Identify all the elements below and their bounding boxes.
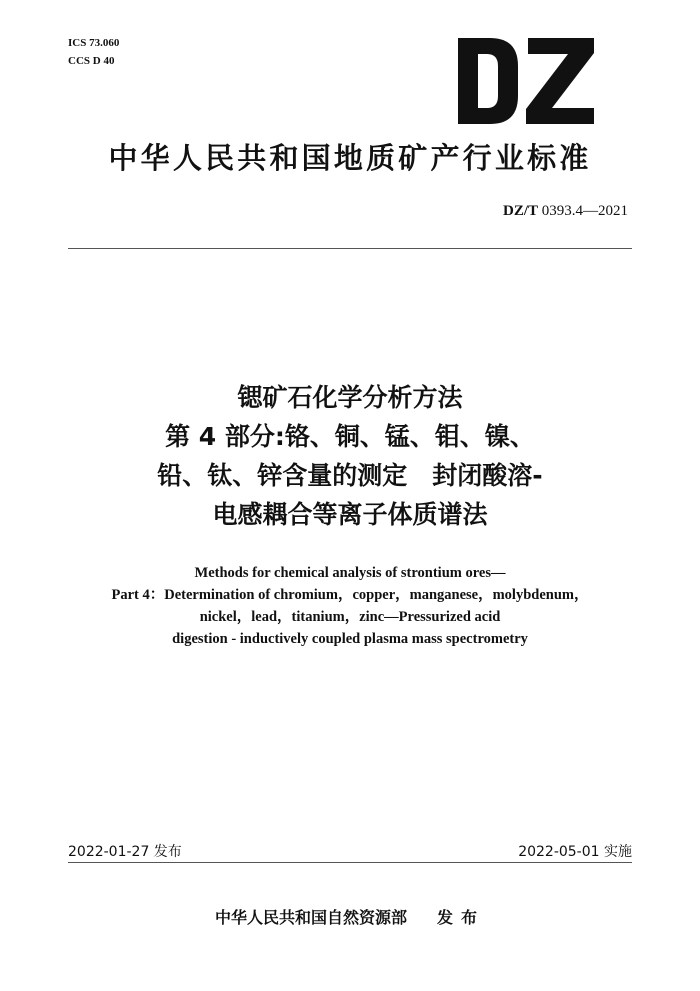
english-title bbox=[0, 562, 700, 650]
chinese-title-line-1: 锶矿石化学分析方法 bbox=[237, 383, 463, 412]
implementation-date: 2022-05-01 实施 bbox=[518, 844, 632, 860]
dz-logo-letter-z bbox=[526, 38, 594, 124]
english-title-line-3: nickel，lead，titanium，zinc—Pressurized acid bbox=[199, 609, 501, 625]
chinese-title bbox=[0, 378, 700, 534]
standard-number bbox=[503, 203, 628, 220]
standard-number-prefix: DZ/T bbox=[502, 203, 538, 219]
dz-logo bbox=[456, 36, 596, 126]
issuing-body-title: 中华人民共和国地质矿产行业标准 bbox=[108, 141, 592, 175]
classification-codes bbox=[68, 34, 119, 70]
ccs-code: CCS D 40 bbox=[68, 55, 115, 67]
issue-date: 2022-01-27 发布 bbox=[68, 844, 182, 860]
issuer bbox=[0, 905, 700, 928]
dz-logo-letter-d bbox=[458, 38, 518, 124]
header-divider bbox=[68, 248, 632, 249]
english-title-line-2: Part 4：Determination of chromium，copper，manganese，molybdenum， bbox=[111, 587, 589, 603]
standard-number-value: 0393.4—2021 bbox=[541, 203, 628, 219]
chinese-title-line-4: 电感耦合等离子体质谱法 bbox=[212, 500, 488, 529]
chinese-title-line-3: 铅、钛、锌含量的测定 封闭酸溶- bbox=[157, 461, 543, 490]
english-title-line-4: digestion - inductively coupled plasma mass spectrometry bbox=[172, 631, 528, 647]
footer-divider bbox=[68, 862, 632, 863]
issuer-verb: 发布 bbox=[437, 908, 486, 927]
ics-code: ICS 73.060 bbox=[68, 37, 120, 49]
english-title-line-1: Methods for chemical analysis of strontium ores— bbox=[194, 565, 506, 581]
chinese-title-line-2: 第 4 部分:铬、铜、锰、钼、镍、 bbox=[165, 422, 535, 451]
issuer-organization: 中华人民共和国自然资源部 bbox=[214, 908, 407, 927]
